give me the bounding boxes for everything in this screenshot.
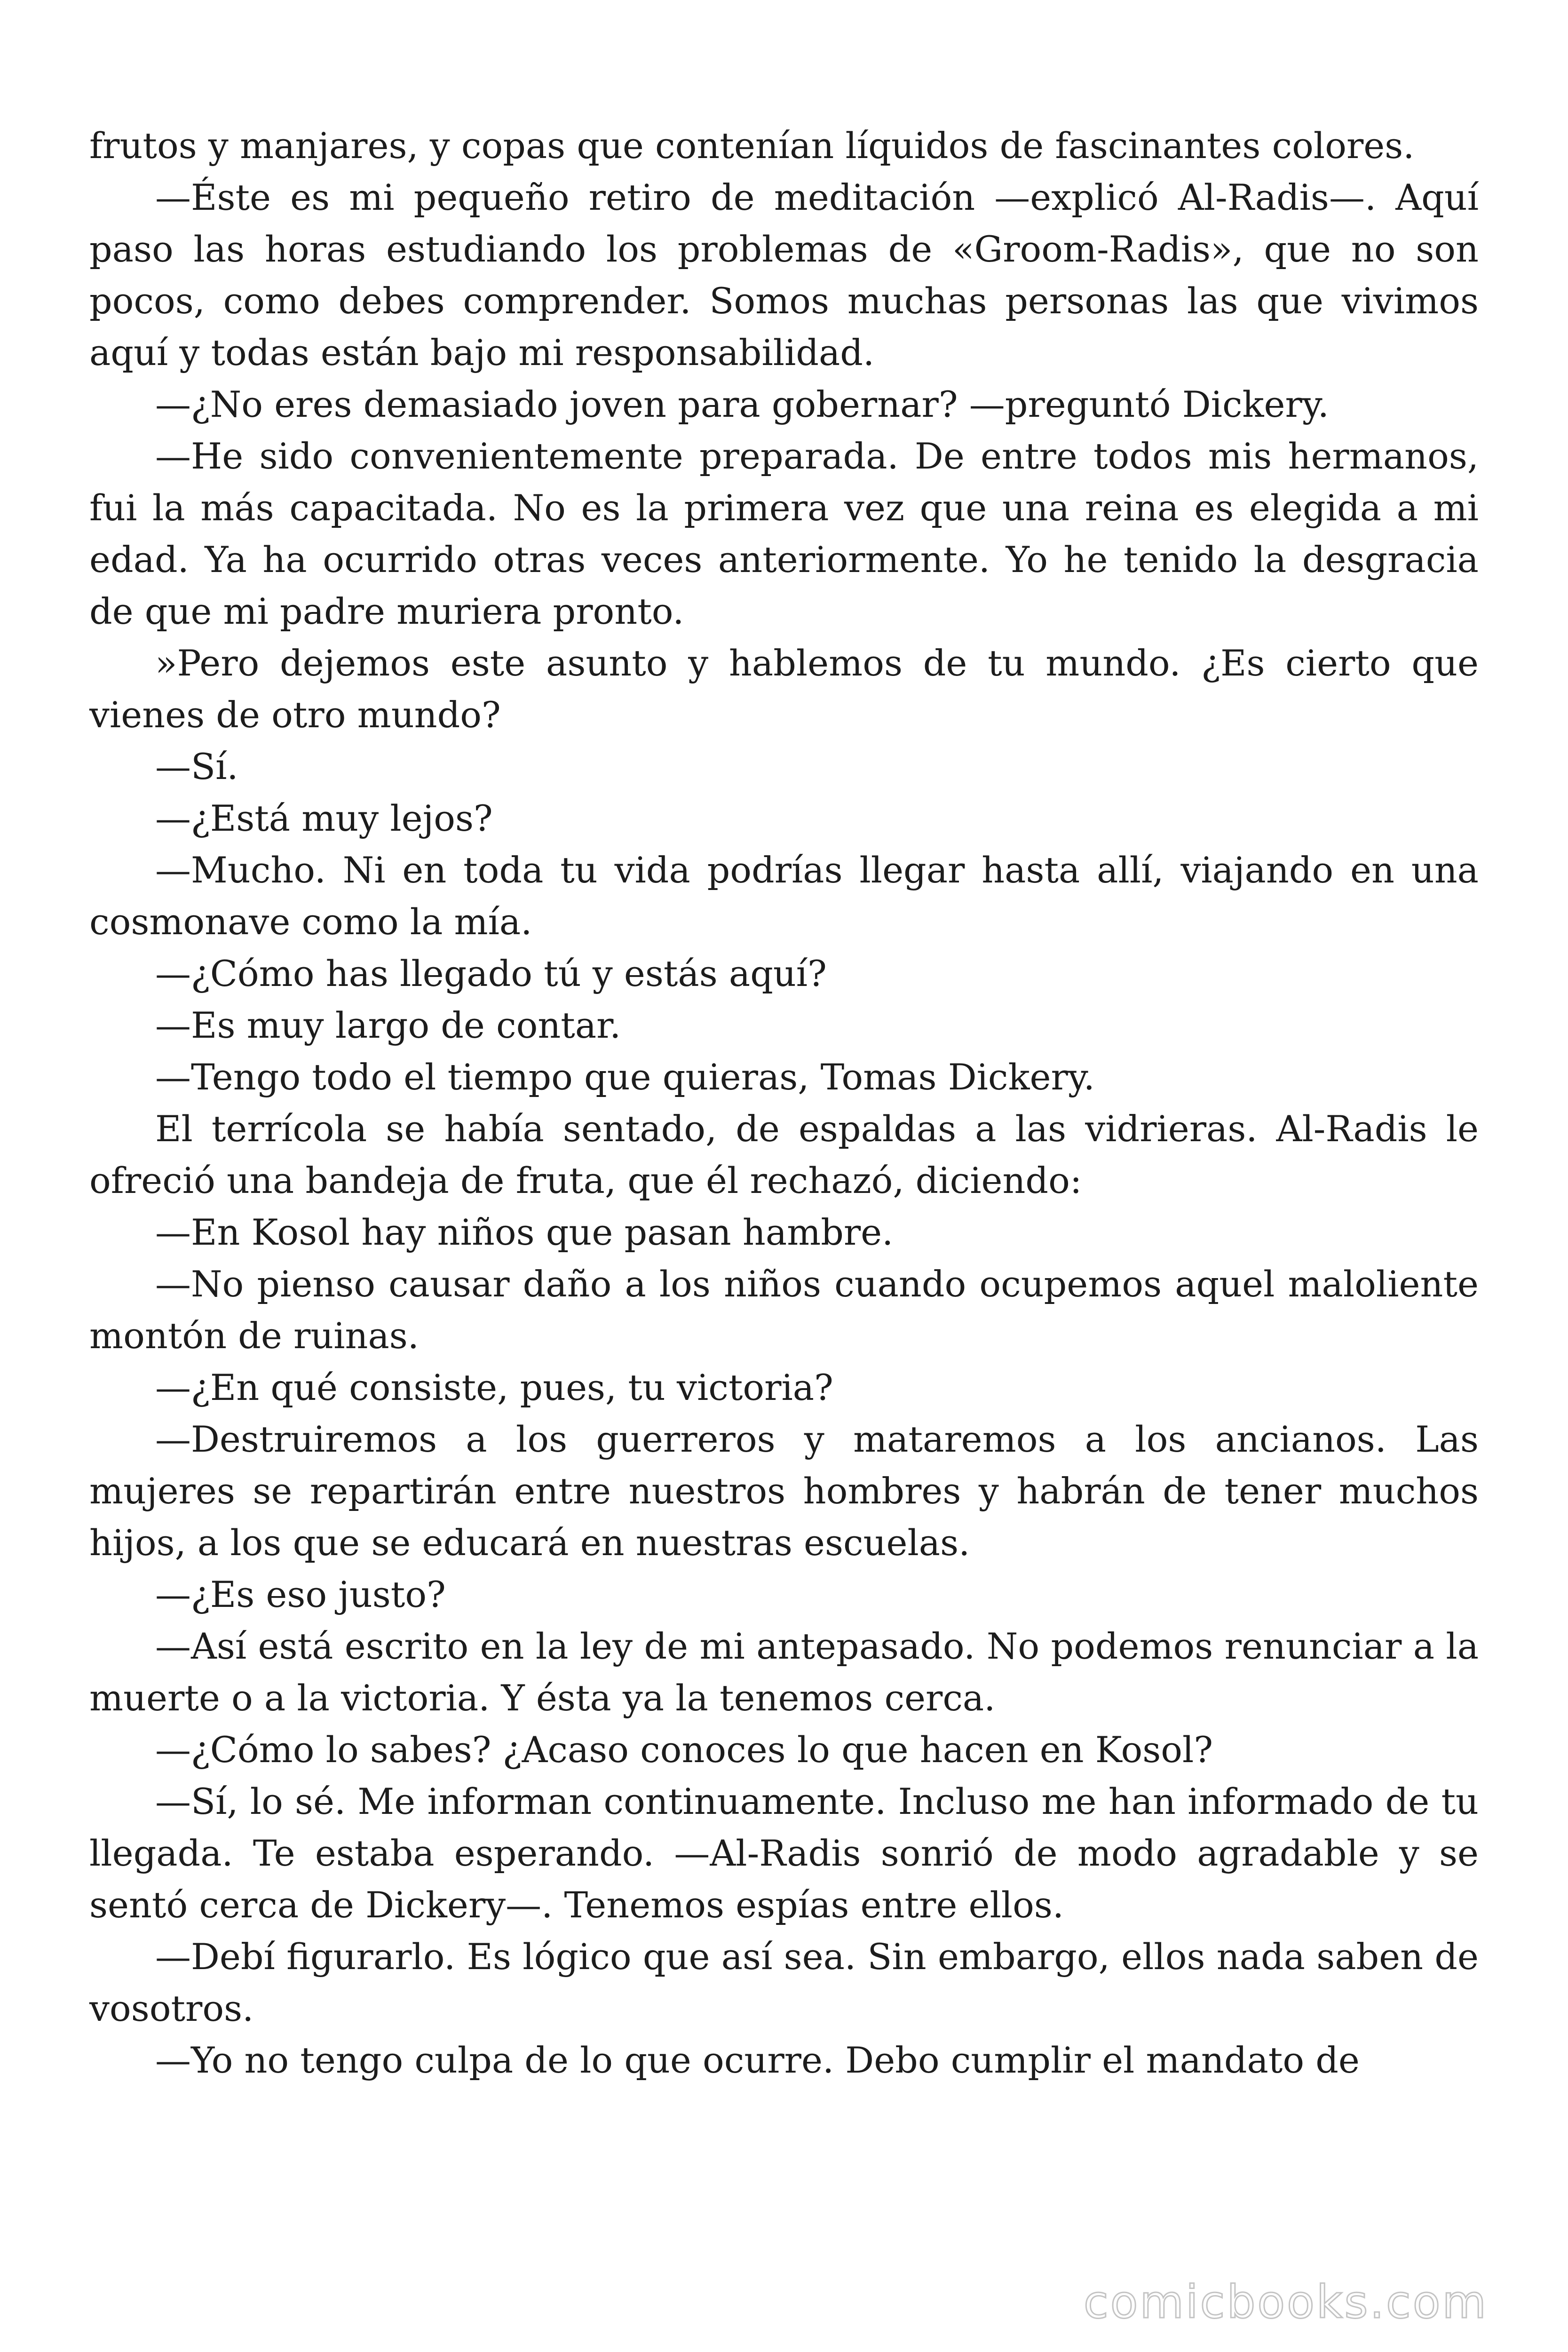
paragraph-15: —¿En qué consiste, pues, tu victoria?	[155, 1367, 833, 1408]
paragraph-6: —Sí.	[155, 746, 238, 787]
paragraph-18: —Así está escrito en la ley de mi antepasado. No podemos renunciar a la muerte o a la victoria. Y ésta ya la tenemos cerca.	[89, 1625, 1479, 1719]
watermark: comicbooks.com	[1083, 2276, 1488, 2328]
paragraph-11: —Tengo todo el tiempo que quieras, Tomas Dickery.	[155, 1056, 1095, 1098]
paragraph-14: —No pienso causar daño a los niños cuando ocupemos aquel maloliente montón de ruinas.	[89, 1263, 1479, 1357]
paragraph-8: —Mucho. Ni en toda tu vida podrías llegar hasta allí, viajando en una cosmonave como la mía.	[89, 849, 1479, 943]
paragraph-5: »Pero dejemos este asunto y hablemos de tu mundo. ¿Es cierto que vienes de otro mundo?	[89, 642, 1479, 736]
paragraph-4: —He sido convenientemente preparada. De entre todos mis hermanos, fui la más capacitada. No es la primera vez que una reina es elegida a mi edad. Ya ha ocurrido otras veces anteriormente. Yo he tenido la desgracia de que mi padre muriera pronto.	[89, 435, 1479, 632]
paragraph-13: —En Kosol hay niños que pasan hambre.	[155, 1211, 894, 1253]
paragraph-1: frutos y manjares, y copas que contenían líquidos de fascinantes colores.	[89, 125, 1415, 167]
book-page-text	[89, 120, 1479, 2086]
paragraph-21: —Debí figurarlo. Es lógico que así sea. Sin embargo, ellos nada saben de vosotros.	[89, 1936, 1479, 2029]
paragraph-7: —¿Está muy lejos?	[155, 797, 493, 839]
paragraph-10: —Es muy largo de contar.	[155, 1004, 621, 1046]
paragraph-20: —Sí, lo sé. Me informan continuamente. Incluso me han informado de tu llegada. Te estaba esperando. —Al-Radis sonrió de modo agradable y se sentó cerca de Dickery—. Tenemos espías entre ellos.	[89, 1780, 1479, 1926]
paragraph-19: —¿Cómo lo sabes? ¿Acaso conoces lo que hacen en Kosol?	[155, 1729, 1213, 1771]
paragraph-3: —¿No eres demasiado joven para gobernar? —preguntó Dickery.	[155, 383, 1329, 425]
paragraph-17: —¿Es eso justo?	[155, 1573, 446, 1615]
paragraph-16: —Destruiremos a los guerreros y mataremos a los ancianos. Las mujeres se repartirán entre nuestros hombres y habrán de tener muchos hijos, a los que se educará en nuestras escuelas.	[89, 1418, 1479, 1564]
paragraph-9: —¿Cómo has llegado tú y estás aquí?	[155, 953, 827, 994]
paragraph-2: —Éste es mi pequeño retiro de meditación —explicó Al-Radis—. Aquí paso las horas estudiando los problemas de «Groom-Radis», que no son pocos, como debes comprender. Somos muchas personas las que vivimos aquí y todas están bajo mi responsabilidad.	[89, 176, 1479, 373]
paragraph-22: —Yo no tengo culpa de lo que ocurre. Debo cumplir el mandato de	[155, 2039, 1360, 2081]
paragraph-12: El terrícola se había sentado, de espaldas a las vidrieras. Al-Radis le ofreció una bandeja de fruta, que él rechazó, diciendo:	[89, 1108, 1479, 1201]
